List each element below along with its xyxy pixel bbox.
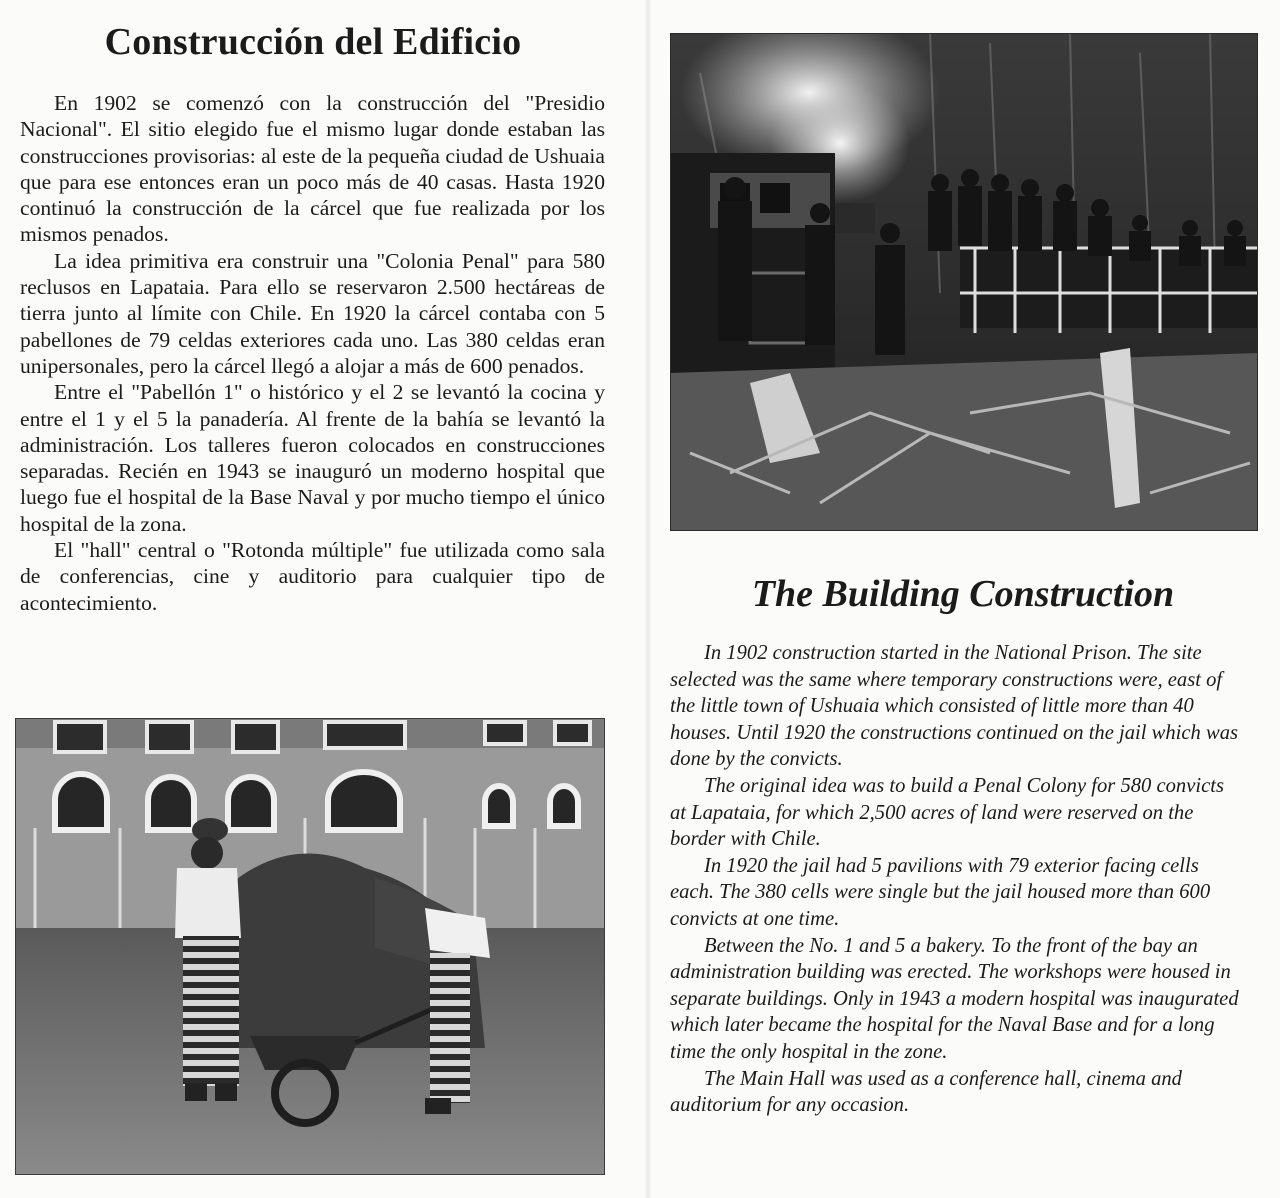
english-paragraph-4: Between the No. 1 and 5 a bakery. To the front of the bay an administration building was erected. The workshops were housed in separate buildings. Only in 1943 a modern hospital was inaugurated which later became the hospital for the Naval Base and for a long time the only hospital in the zone. <box>670 934 1239 1063</box>
spanish-body <box>20 90 605 616</box>
spanish-title: Construcción del Edificio <box>104 21 522 63</box>
spanish-paragraph-3: Entre el "Pabellón 1" o histórico y el 2 se levantó la cocina y entre el 1 y el 5 la panadería. Al frente de la bahía se levantó la administración. Los talleres fueron colocados en construcciones separadas. Recién en 1943 se inauguró un moderno hospital que luego fue el hospital de la Base Naval y por mucho tiempo el único hospital de la zona. <box>20 380 605 536</box>
spanish-paragraph-2: La idea primitiva era construir una "Colonia Penal" para 580 reclusos en Lapataia. Para ello se reservaron 2.500 hectáreas de tierra junto al límite con Chile. En 1920 la cárcel contaba con 5 pabellones de 79 celdas exteriores cada uno. Las 380 celdas eran unipersonales, pero la cárcel llegó a alojar a más de 600 penados. <box>20 248 605 378</box>
spanish-paragraph-4: El "hall" central o "Rotonda múltiple" fue utilizada como sala de conferencias, cine y auditorio para cualquier tipo de acontecimiento. <box>20 538 605 615</box>
spanish-paragraph-1: En 1902 se comenzó con la construcción del "Presidio Nacional". El sitio elegido fue el mismo lugar donde estaban las construcciones provisorias: al este de la pequeña ciudad de Ushuaia que para ese entonces eran un poco más de 40 casas. Hasta 1920 continuó la construcción de la cárcel que fue realizada por los mismos penados. <box>20 91 605 247</box>
english-paragraph-5: The Main Hall was used as a conference hall, cinema and auditorium for any occasion. <box>670 1067 1182 1117</box>
english-paragraph-1: In 1902 construction started in the National Prison. The site selected was the same where temporary constructions were, east of the little town of Ushuaia which consisted of little more than 40 houses. Until 1920 the constructions continued on the jail which was done by the convicts. <box>670 642 1239 771</box>
convicts-wheelbarrow-photo <box>15 718 605 1175</box>
train-construction-photo <box>670 33 1258 531</box>
english-paragraph-2: The original idea was to build a Penal Colony for 580 convicts at Lapataia, for which 2,500 acres of land were reserved on the border with Chile. <box>670 774 1224 851</box>
english-body <box>670 640 1240 1119</box>
page-fold <box>645 0 651 1198</box>
english-paragraph-3: In 1920 the jail had 5 pavilions with 79 exterior facing cells each. The 380 cells were single but the jail housed more than 600 convicts at one time. <box>670 854 1211 930</box>
english-title: The Building Construction <box>751 573 1175 615</box>
